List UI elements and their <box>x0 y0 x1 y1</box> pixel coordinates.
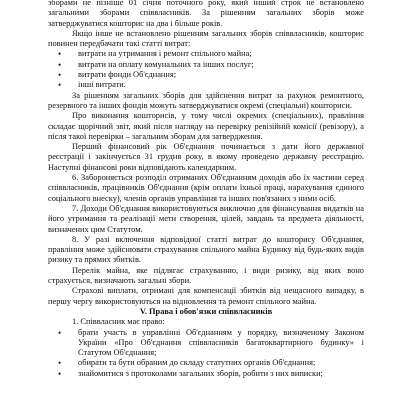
section-heading: V. Права і обов'язки співвласників <box>139 306 273 316</box>
paragraph-fiscal-year: Перший фінансовий рік Об'єднання починається з дати його державної реєстрації і закінчується 31 грудня року, в якому проведено державну реєстрацію. Наступні фінансові роки відповідають календарним. <box>48 142 364 172</box>
list-item-text: брати участь в управлінні Об'єднанням у порядку, визначеному Законом України «Про Об'єднання співвласників багатоквартирного будинку» і Статутом Об'єднання; <box>78 327 364 358</box>
rights-list <box>48 328 364 379</box>
list-item <box>48 369 364 379</box>
list-item <box>48 60 364 70</box>
paragraph-expense-items-intro: Якщо інше не встановлено рішенням загальних зборів співвласників, кошторис повинен передбачати такі статті витрат: <box>48 28 364 49</box>
bullet-icon: • <box>58 368 62 379</box>
list-item-text: витрати на утримання і ремонт спільного майна; <box>78 49 252 59</box>
bullet-icon: • <box>58 59 62 70</box>
list-item-text: інші витрати. <box>78 80 126 90</box>
list-item-text: обирати та бути обраним до складу статутних органів Об'єднання; <box>78 358 316 368</box>
paragraph-budget-approval: зборами не пізніше 01 січня поточного року, який інший строк не встановлено загальними зборами співвласників. За рішенням загальних зборів може затверджуватися кошторис на два і більше років. <box>48 0 364 28</box>
list-item-text: витрати фонди Об'єднання; <box>78 70 177 80</box>
list-item-text: знайомитися з протоколами загальних зборів, робити з них виписки; <box>78 368 323 378</box>
paragraph-rights-intro: 1. Співвласник має право: <box>72 317 165 327</box>
list-item <box>48 70 364 80</box>
paragraph-insured-property-list: Перелік майна, яке підлягає страхуванню, і види ризику, від яких воно страхується, визначають загальні збори. <box>48 265 364 286</box>
bullet-icon: • <box>58 70 62 81</box>
paragraph-income-distribution: 6. Забороняється розподіл отриманих Об'єднанням доходів або їх частини серед співвласників, працівників Об'єднання (крім оплати їхньої праці, нарахування єдиного соціального внеску), членів органів управління та інших пов'язаних з ними осіб. <box>48 173 364 203</box>
list-item <box>48 328 364 359</box>
paragraph-insurance: 8. У разі включення відповідної статті витрат до кошторису Об'єднання, правління може здійснювати страхування спільного майна Будинку від будь-яких видів ризику та прямих збитків. <box>48 234 364 265</box>
list-item-text: витрати на оплату комунальних та інших послуг; <box>78 59 254 69</box>
paragraph-income-use: 7. Доходи Об'єднання використовуються виключно для фінансування видатків на його утримання та реалізації мети створення, цілей, завдань та предмета діяльності, визначених цим Статутом. <box>48 203 364 234</box>
bullet-icon: • <box>58 358 62 369</box>
expense-items-list <box>48 49 364 90</box>
paragraph-special-budgets: За рішенням загальних зборів для здійснення витрат за рахунок ремонтного, резервного та інших фондів можуть затверджуватися окремі (спеціальні) кошториси. <box>48 90 364 110</box>
paragraph-annual-report: Про виконання кошторисів, у тому числі окремих (спеціальних), правління складає щорічний звіт, який після нагляду на перевірку ревізійній комісії (ревізору), а після такої перевірки – загальним зборам для затвердження. <box>48 111 364 141</box>
paragraph-insurance-payments: Страхові виплати, отримані для компенсації збитків від нещасного випадку, в першу чергу використовуються на відновлення та ремонт спільного майна. <box>48 286 364 306</box>
bullet-icon: • <box>58 80 62 91</box>
bullet-icon: • <box>58 49 62 60</box>
list-item <box>48 80 364 90</box>
list-item <box>48 358 364 368</box>
document-body <box>48 0 364 379</box>
bullet-icon: • <box>58 327 62 338</box>
list-item <box>48 49 364 59</box>
